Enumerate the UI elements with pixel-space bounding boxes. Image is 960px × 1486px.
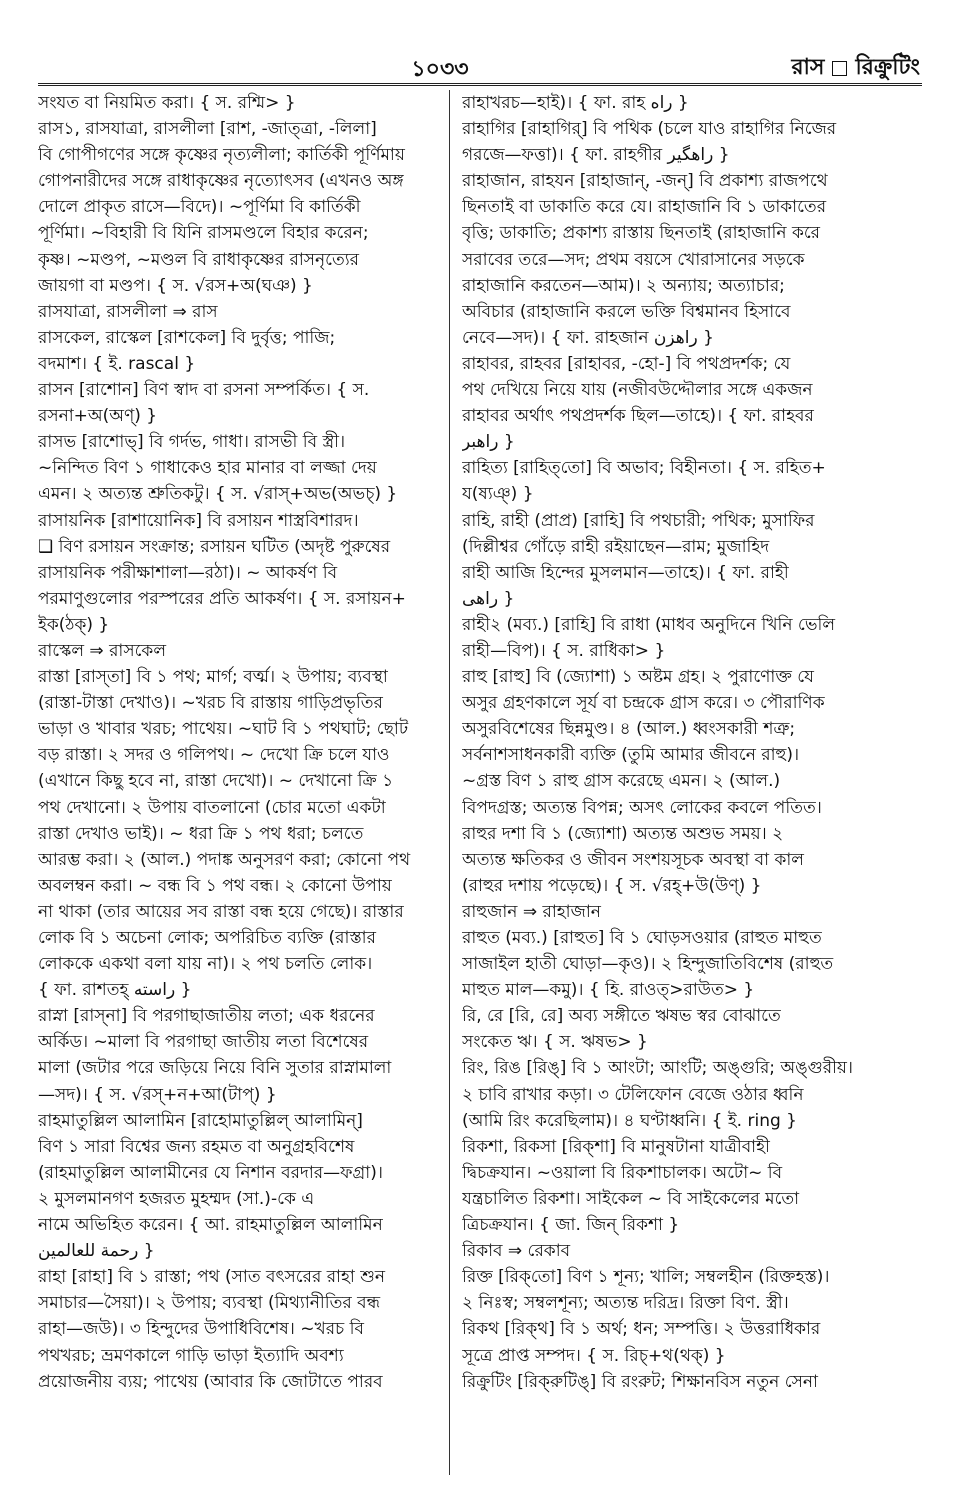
dictionary-line: জায়গা বা মণ্ডপ। { স. √রস+অ(ঘঞ) }	[38, 275, 313, 296]
dictionary-line: অসুরবিশেষের ছিন্নমুণ্ড। ৪ (আল.) ধ্বংসকারী শত্রু;	[462, 719, 796, 740]
dictionary-line: রাহাজানি করতেন—আম)। ২ অন্যায়; অত্যাচার;	[462, 275, 785, 296]
dictionary-line: রাহা [রাহা] বি ১ রাস্তা; পথ (সাত বৎসরের রাহা শুন	[38, 1267, 386, 1288]
dictionary-line: দোলে প্রাকৃত রাসে—বিদে)। ~পূর্ণিমা বি কার্তিকী	[38, 197, 361, 218]
guide-word-last: রিক্রুটিং	[855, 55, 920, 80]
dictionary-line: সাজাইল হাতী ঘোড়া—কৃও)। ২ হিন্দুজাতিবিশেষ (রাহুত	[462, 954, 834, 975]
dictionary-line: লোক বি ১ অচেনা লোক; অপরিচিত ব্যক্তি (রাস্তার	[38, 928, 376, 948]
dictionary-line: অবলম্বন করা। ~ বন্ধ বি ১ পথ বন্ধ। ২ কোনো উপায়	[38, 875, 392, 896]
dictionary-line: রিক্রুটিং [রিক্‌রুটিঙ্] বি রংরুট; শিক্ষানবিস নতুন সেনা	[462, 1371, 818, 1392]
dictionary-line: রাহী—বিপ)। { স. রাধিকা> }	[462, 640, 666, 661]
dictionary-line: রাহাগির [রাহাগির্] বি পথিক (চলে যাও রাহাগির নিজের	[462, 119, 837, 140]
dictionary-line: রাহু [রাহু] বি (জ্যোশা) ১ অষ্টম গ্রহ। ২ পুরাণোক্ত যে	[462, 667, 814, 688]
dictionary-line: ছিনতাই বা ডাকাতি করে যে। রাহাজানি বি ১ ডাকাতের	[462, 197, 827, 218]
dictionary-line: বড় রাস্তা। ২ সদর ও গলিপথ। ~ দেখো ক্রি চলে যাও	[38, 745, 390, 766]
dictionary-line: রাস্কেল ⇒ রাসকেল	[38, 640, 166, 661]
dictionary-line: রাসায়নিক পরীক্ষাশালা—রঠা)। ~ আকর্ষণ বি	[38, 562, 338, 583]
dictionary-line: আরম্ভ করা। ২ (আল.) পদাঙ্ক অনুসরণ করা; কোনো পথ	[38, 849, 411, 870]
dictionary-line: পথ দেখানো। ২ উপায় বাতলানো (চোর মতো একটা	[38, 797, 386, 818]
dictionary-line: রিং, রিঙ [রিঙ্] বি ১ আংটা; আংটি; অঙ্গুরি; অঙ্গুরীয়।	[462, 1058, 854, 1079]
dictionary-line: راهبر }	[462, 432, 515, 453]
dictionary-line: ভাড়া ও খাবার খরচ; পাথেয়। ~ঘাট বি ১ পথঘাট; ছোট	[38, 719, 409, 740]
dictionary-line: রি, রে [রি, রে] অব্য সঙ্গীতে ঋষভ স্বর বোঝাতে	[462, 1006, 781, 1027]
dictionary-line: সরাবের তরে—সদ; প্রথম বয়সে খোরাসানের সড়কে	[462, 249, 805, 270]
dictionary-line: বিপদগ্রস্ত; অত্যন্ত বিপন্ন; অসৎ লোকের কবলে পতিত।	[462, 797, 822, 818]
dictionary-line: প্রয়োজনীয় ব্যয়; পাথেয় (আবার কি জোটাতে পারব	[38, 1371, 383, 1392]
dictionary-line: সংযত বা নিয়মিত করা। { স. রশ্মি> }	[38, 93, 296, 113]
running-head	[791, 50, 920, 87]
dictionary-line: ২ মুসলমানগণ হজরত মুহম্মদ (সা.)-কে এ	[38, 1188, 315, 1209]
dictionary-line: নেবে—সদ)। { ফা. রাহজান راهزن }	[462, 327, 714, 348]
dictionary-line: রাহিত্য [রাহিত্‌তো] বি অভাব; বিহীনতা। { স. রহিত+	[462, 458, 826, 479]
dictionary-line: راهی }	[462, 588, 515, 609]
guide-word-first: রাস	[791, 55, 825, 80]
dictionary-line: রসনা+অ(অণ্) }	[38, 406, 158, 427]
dictionary-line: ~নিন্দিত বিণ ১ গাধাকেও হার মানার বা লজ্জা দেয়	[38, 458, 377, 479]
dictionary-line: অসুর গ্রহণকালে সূর্য বা চন্দ্রকে গ্রাস করে। ৩ পৌরাণিক	[462, 693, 825, 714]
dictionary-line: সূত্রে প্রাপ্ত সম্পদ। { স. রিচ্+থ(থক্) }	[462, 1345, 726, 1366]
guide-separator-box	[832, 61, 847, 76]
dictionary-line: রাসন [রাশোন] বিণ স্বাদ বা রসনা সম্পর্কিত। { স.	[38, 380, 370, 401]
dictionary-line: নামে অভিহিত করেন। { আ. রাহমাতুল্লিল আলামিন	[38, 1215, 383, 1236]
dictionary-line: (আমি রিং করেছিলাম)। ৪ ঘণ্টাধ্বনি। { ই. ring }	[462, 1110, 797, 1131]
dictionary-line: দ্বিচক্রযান। ~ওয়ালা বি রিকশাচালক। অটো~ বি	[462, 1162, 783, 1183]
dictionary-line: রাস্তা দেখাও ভাই)। ~ ধরা ক্রি ১ পথ ধরা; চলতে	[38, 823, 364, 844]
dictionary-line: (দিল্লীশ্বর গোঁড়ে রাহী রইয়াছেন—রাম; মুজাহিদ	[462, 536, 770, 557]
dictionary-line: বিণ ১ সারা বিশ্বের জন্য রহমত বা অনুগ্রহবিশেষ	[38, 1136, 355, 1157]
dictionary-line: ২ নিঃস্ব; সম্বলশূন্য; অত্যন্ত দরিদ্র। রিক্তা বিণ. স্ত্রী।	[462, 1293, 789, 1314]
dictionary-line: رحمة للعالمين }	[38, 1241, 155, 1262]
dictionary-line: ২ চাবি রাখার কড়া। ৩ টেলিফোন বেজে ওঠার ধ্বনি	[462, 1084, 804, 1105]
dictionary-line: রাহমাতুল্লিল আলামিন [রাহোমাতুল্লিল্ আলামিন্]	[38, 1110, 363, 1131]
dictionary-line: লোককে একথা বলা যায় না)। ২ পথ চলতি লোক।	[38, 954, 373, 975]
left-column	[38, 90, 450, 1475]
dictionary-line: না থাকা (তার আয়ের সব রাস্তা বন্ধ হয়ে গেছে)। রাস্তার	[38, 901, 404, 922]
dictionary-line: রাহি, রাহী (প্রাপ্র) [রাহি] বি পথচারী; পথিক; মুসাফির	[462, 510, 815, 531]
dictionary-line: রাসযাত্রা, রাসলীলা ⇒ রাস	[38, 301, 218, 322]
dictionary-line: বদমাশ। { ই. rascal }	[38, 353, 196, 374]
dictionary-line: মাহুত মাল—কমু)। { হি. রাওত্>রাউত> }	[462, 980, 755, 1001]
dictionary-line: য(ষ্যঞ্) }	[462, 484, 534, 505]
dictionary-line: রাসকেল, রাস্কেল [রাশকেল] বি দুর্বৃত্ত; পাজি;	[38, 327, 336, 348]
dictionary-line: ❑ বিণ রসায়ন সংক্রান্ত; রসায়ন ঘটিত (অদৃষ্ট পুরুষের	[38, 536, 391, 557]
dictionary-line: রাহী২ (মব্য.) [রাহি] বি রাধা (মাধব অনুদিনে খিনি ভেলি	[462, 614, 836, 635]
dictionary-line: রাস১, রাসযাত্রা, রাসলীলা [রাশ, -জাত্‌ত্রা, -লিলা]	[38, 119, 377, 140]
dictionary-line: রাহাজান, রাহযন [রাহাজান্, -জন্] বি প্রকাশ্য রাজপথে	[462, 171, 828, 192]
dictionary-line: মালা (জটার পরে জড়িয়ে নিয়ে বিনি সুতার রাস্নামালা	[38, 1058, 392, 1079]
dictionary-line: রাহুজান ⇒ রাহাজান	[462, 901, 601, 922]
dictionary-line: কৃষ্ণ। ~মণ্ডপ, ~মণ্ডল বি রাধাকৃষ্ণের রাসনৃত্যের	[38, 249, 359, 270]
dictionary-line: ইক(ঠক্) }	[38, 614, 110, 635]
dictionary-line: রিকথ [রিক্‌থ] বি ১ অর্থ; ধন; সম্পত্তি। ২ উত্তরাধিকার	[462, 1319, 821, 1340]
dictionary-line: (রাস্তা-টাস্তা দেখাও)। ~খরচ বি রাস্তায় গাড়িপ্রভৃতির	[38, 693, 383, 714]
dictionary-line: রিক্ত [রিক্‌তো] বিণ ১ শূন্য; খালি; সম্বলহীন (রিক্তহস্ত)।	[462, 1267, 830, 1288]
dictionary-line: পরমাণুগুলোর পরস্পরের প্রতি আকর্ষণ। { স. রসায়ন+	[38, 588, 406, 609]
dictionary-line: সর্বনাশসাধনকারী ব্যক্তি (তুমি আমার জীবনে রাহু)।	[462, 745, 800, 766]
dictionary-line: রিকাব ⇒ রেকাব	[462, 1241, 571, 1262]
dictionary-line: পথ দেখিয়ে নিয়ে যায় (নজীবউদ্দৌলার সঙ্গে একজন	[462, 380, 813, 401]
dictionary-line: রাহা—জউ)। ৩ হিন্দুদের উপাধিবিশেষ। ~খরচ বি	[38, 1319, 364, 1340]
right-column	[462, 90, 874, 1475]
column-divider	[449, 90, 450, 1475]
dictionary-line: রাহুত (মব্য.) [রাহুত] বি ১ ঘোড়সওয়ার (রাহুত মাহুত	[462, 928, 822, 948]
dictionary-line: (রাহমাতুল্লিল আলামীনের যে নিশান বরদার—ফগ্রা)।	[38, 1162, 383, 1183]
dictionary-line: রাস্না [রাস্‌না] বি পরগাছাজাতীয় লতা; এক ধরনের	[38, 1006, 375, 1027]
dictionary-line: রাহাবর অর্থাৎ পথপ্রদর্শক ছিল—তাহে)। { ফা. রাহবর	[462, 406, 814, 427]
dictionary-line: অবিচার (রাহাজানি করলে ভক্তি বিশ্বমানব হিসাবে	[462, 301, 791, 322]
dictionary-line: বি গোপীগণের সঙ্গে কৃষ্ণের নৃত্যলীলা; কার্তিকী পূর্ণিমায়	[38, 145, 405, 166]
dictionary-line: রাহাখরচ—হাই)। { ফা. রাহ راه }	[462, 93, 689, 113]
dictionary-line: ত্রিচক্রযান। { জা. জিন্ রিকশা }	[462, 1215, 680, 1236]
dictionary-line: রিকশা, রিকসা [রিক্‌শা] বি মানুষটানা যাত্রীবাহী	[462, 1136, 770, 1157]
dictionary-line: রাহাবর, রাহবর [রাহাবর, -হো-] বি পথপ্রদর্শক; যে	[462, 353, 791, 374]
dictionary-line: গোপনারীদের সঙ্গে রাধাকৃষ্ণের নৃত্যোৎসব (এখনও অঙ্গ	[38, 171, 404, 192]
dictionary-line: যন্ত্রচালিত রিকশা। সাইকেল ~ বি সাইকেলের মতো	[462, 1188, 800, 1209]
header-rule	[38, 83, 922, 86]
dictionary-line: —সদ)। { স. √রস্+ন+আ(টাপ্) }	[38, 1084, 277, 1105]
dictionary-line: { ফা. রাশতহ্ راسته }	[38, 980, 192, 1001]
dictionary-line: অত্যন্ত ক্ষতিকর ও জীবন সংশয়সূচক অবস্থা বা কাল	[462, 849, 804, 870]
dictionary-line: ~গ্রস্ত বিণ ১ রাহু গ্রাস করেছে এমন। ২ (আল.)	[462, 771, 781, 792]
dictionary-line: (রাহুর দশায় পড়েছে)। { স. √রহ্+উ(উণ্) }	[462, 875, 762, 896]
dictionary-line: এমন। ২ অত্যন্ত শ্রুতিকটু। { স. √রাস্+অভ(অভচ্) }	[38, 484, 398, 505]
dictionary-line: পূর্ণিমা। ~বিহারী বি যিনি রাসমণ্ডলে বিহার করেন;	[38, 223, 369, 244]
dictionary-line: রাসভ [রাশোভ্] বি গর্দভ, গাধা। রাসভী বি স্ত্রী।	[38, 432, 346, 453]
dictionary-line: বৃত্তি; ডাকাতি; প্রকাশ্য রাস্তায় ছিনতাই (রাহাজানি করে	[462, 223, 821, 244]
dictionary-line: রাহুর দশা বি ১ (জ্যোশা) অত্যন্ত অশুভ সময়। ২	[462, 823, 784, 844]
dictionary-line: পথখরচ; ভ্রমণকালে গাড়ি ভাড়া ইত্যাদি অবশ্য	[38, 1345, 344, 1366]
dictionary-line: রাস্তা [রাস্‌তা] বি ১ পথ; মার্গ; বর্ত্ম। ২ উপায়; ব্যবস্থা	[38, 667, 388, 688]
dictionary-line: অর্কিড। ~মালা বি পরগাছা জাতীয় লতা বিশেষের	[38, 1032, 369, 1053]
page-number: ১০৩৩	[411, 57, 469, 82]
dictionary-line: সমাচার—সৈয়া)। ২ উপায়; ব্যবস্থা (মিথ্যানীতির বন্ধ	[38, 1293, 381, 1314]
dictionary-line: (এখানে কিছু হবে না, রাস্তা দেখো)। ~ দেখানো ক্রি ১	[38, 771, 394, 792]
dictionary-line: গরজে—ফত্তা)। { ফা. রাহগীর راهگیر }	[462, 145, 730, 166]
dictionary-line: রাসায়নিক [রাশায়োনিক] বি রসায়ন শাস্ত্রবিশারদ।	[38, 510, 359, 531]
dictionary-line: রাহী আজি হিন্দের মুসলমান—তাহে)। { ফা. রাহী	[462, 562, 789, 583]
dictionary-line: সংকেত ঋ। { স. ঋষভ> }	[462, 1032, 648, 1053]
